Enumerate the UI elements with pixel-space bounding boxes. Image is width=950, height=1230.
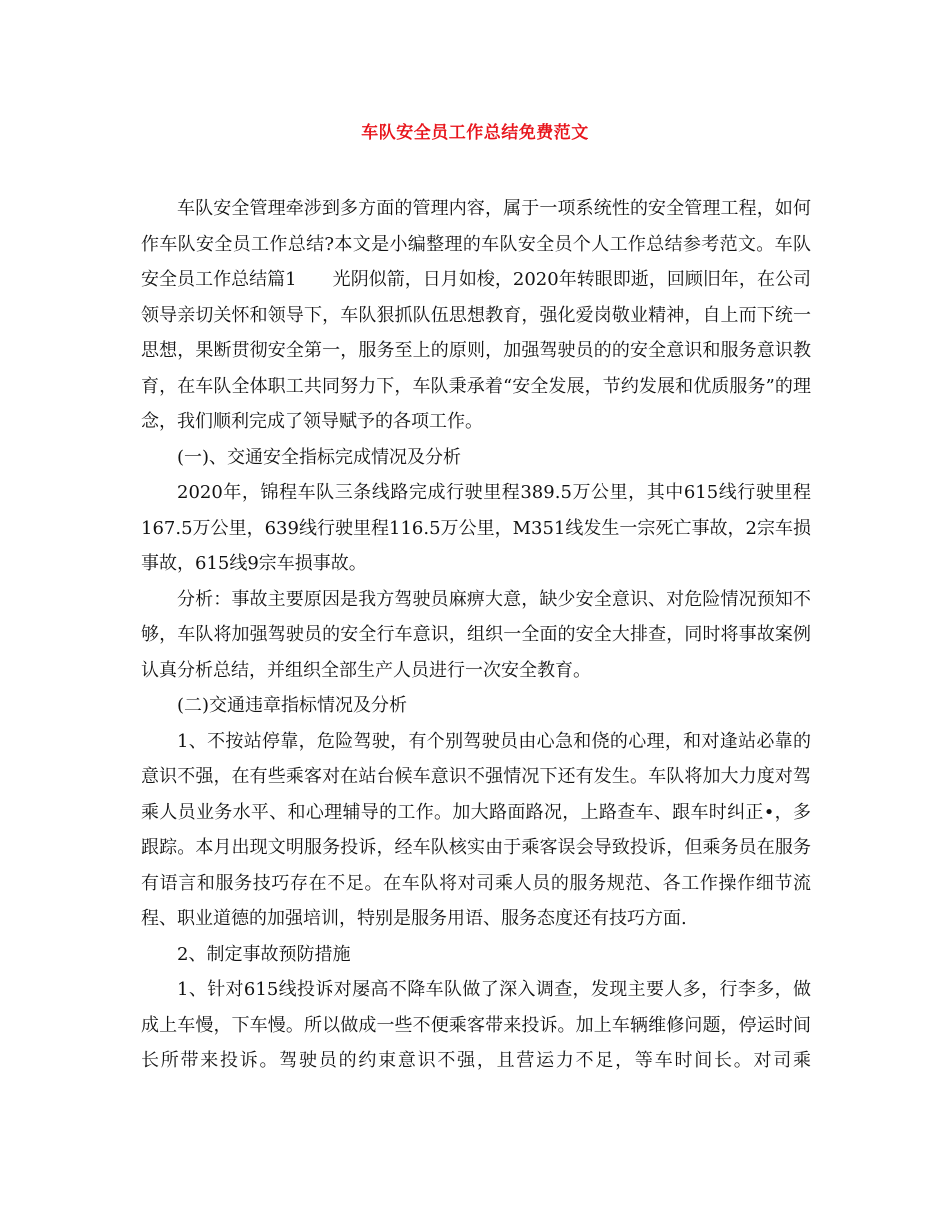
paragraph-intro: 车队安全管理牵涉到多方面的管理内容，属于一项系统性的安全管理工程，如何作车队安全员工作总结?本文是小编整理的车队安全员个人工作总结参考范文。车队安全员工作总结篇1 光阴似箭，日月如梭，2020年转眼即逝，回顾旧年，在公司领导亲切关怀和领导下，车队狠抓队伍思想教育，强化爱岗敬业精神，自上而下统一思想，果断贯彻安全第一，服务至上的原则，加强驾驶员的的安全意识和服务意识教育，在车队全体职工共同努力下，车队秉承着“安全发展，节约发展和优质服务”的理念，我们顺利完成了领导赋予的各项工作。 <box>141 198 811 432</box>
paragraph-accident-analysis: 分析：事故主要原因是我方驾驶员麻痹大意，缺少安全意识、对危险情况预知不够，车队将加强驾驶员的安全行车意识，组织一全面的安全大排查，同时将事故案例认真分析总结，并组织全部生产人员进行一次安全教育。 <box>141 588 811 681</box>
paragraph-mileage-stats: 2020年，锦程车队三条线路完成行驶里程389.5万公里，其中615线行驶里程167.5万公里，639线行驶里程116.5万公里，M351线发生一宗死亡事故，2宗车损事故，615线9宗车损事故。 <box>141 482 811 574</box>
document-body <box>141 191 811 1079</box>
paragraph-stop-violations: 1、不按站停靠，危险驾驶，有个别驾驶员由心急和侥的心理，和对逢站必靠的意识不强，在有些乘客对在站台候车意识不强情况下还有发生。车队将加大力度对驾乘人员业务水平、和心理辅导的工作。加大路面路况，上路查车、跟车时纠正•，多跟踪。本月出现文明服务投诉，经车队核实由于乘客误会导致投诉，但乘务员在服务有语言和服务技巧存在不足。在车队将对司乘人员的服务规范、各工作操作细节流程、职业道德的加强培训，特别是服务用语、服务态度还有技巧方面. <box>141 730 811 929</box>
section-heading-traffic-safety: (一)、交通安全指标完成情况及分析 <box>177 446 462 468</box>
section-heading-prevention: 2、制定事故预防措施 <box>177 943 351 965</box>
section-heading-violations: (二)交通违章指标情况及分析 <box>177 695 408 716</box>
paragraph-615-complaints: 1、针对615线投诉对屡高不降车队做了深入调查，发现主要人多，行李多，做成上车慢，下车慢。所以做成一些不便乘客带来投诉。加上车辆维修问题，停运时间长所带来投诉。驾驶员的约束意识不强，且营运力不足，等车时间长。对司乘 <box>141 979 811 1071</box>
document-title: 车队安全员工作总结免费范文 <box>361 123 589 143</box>
